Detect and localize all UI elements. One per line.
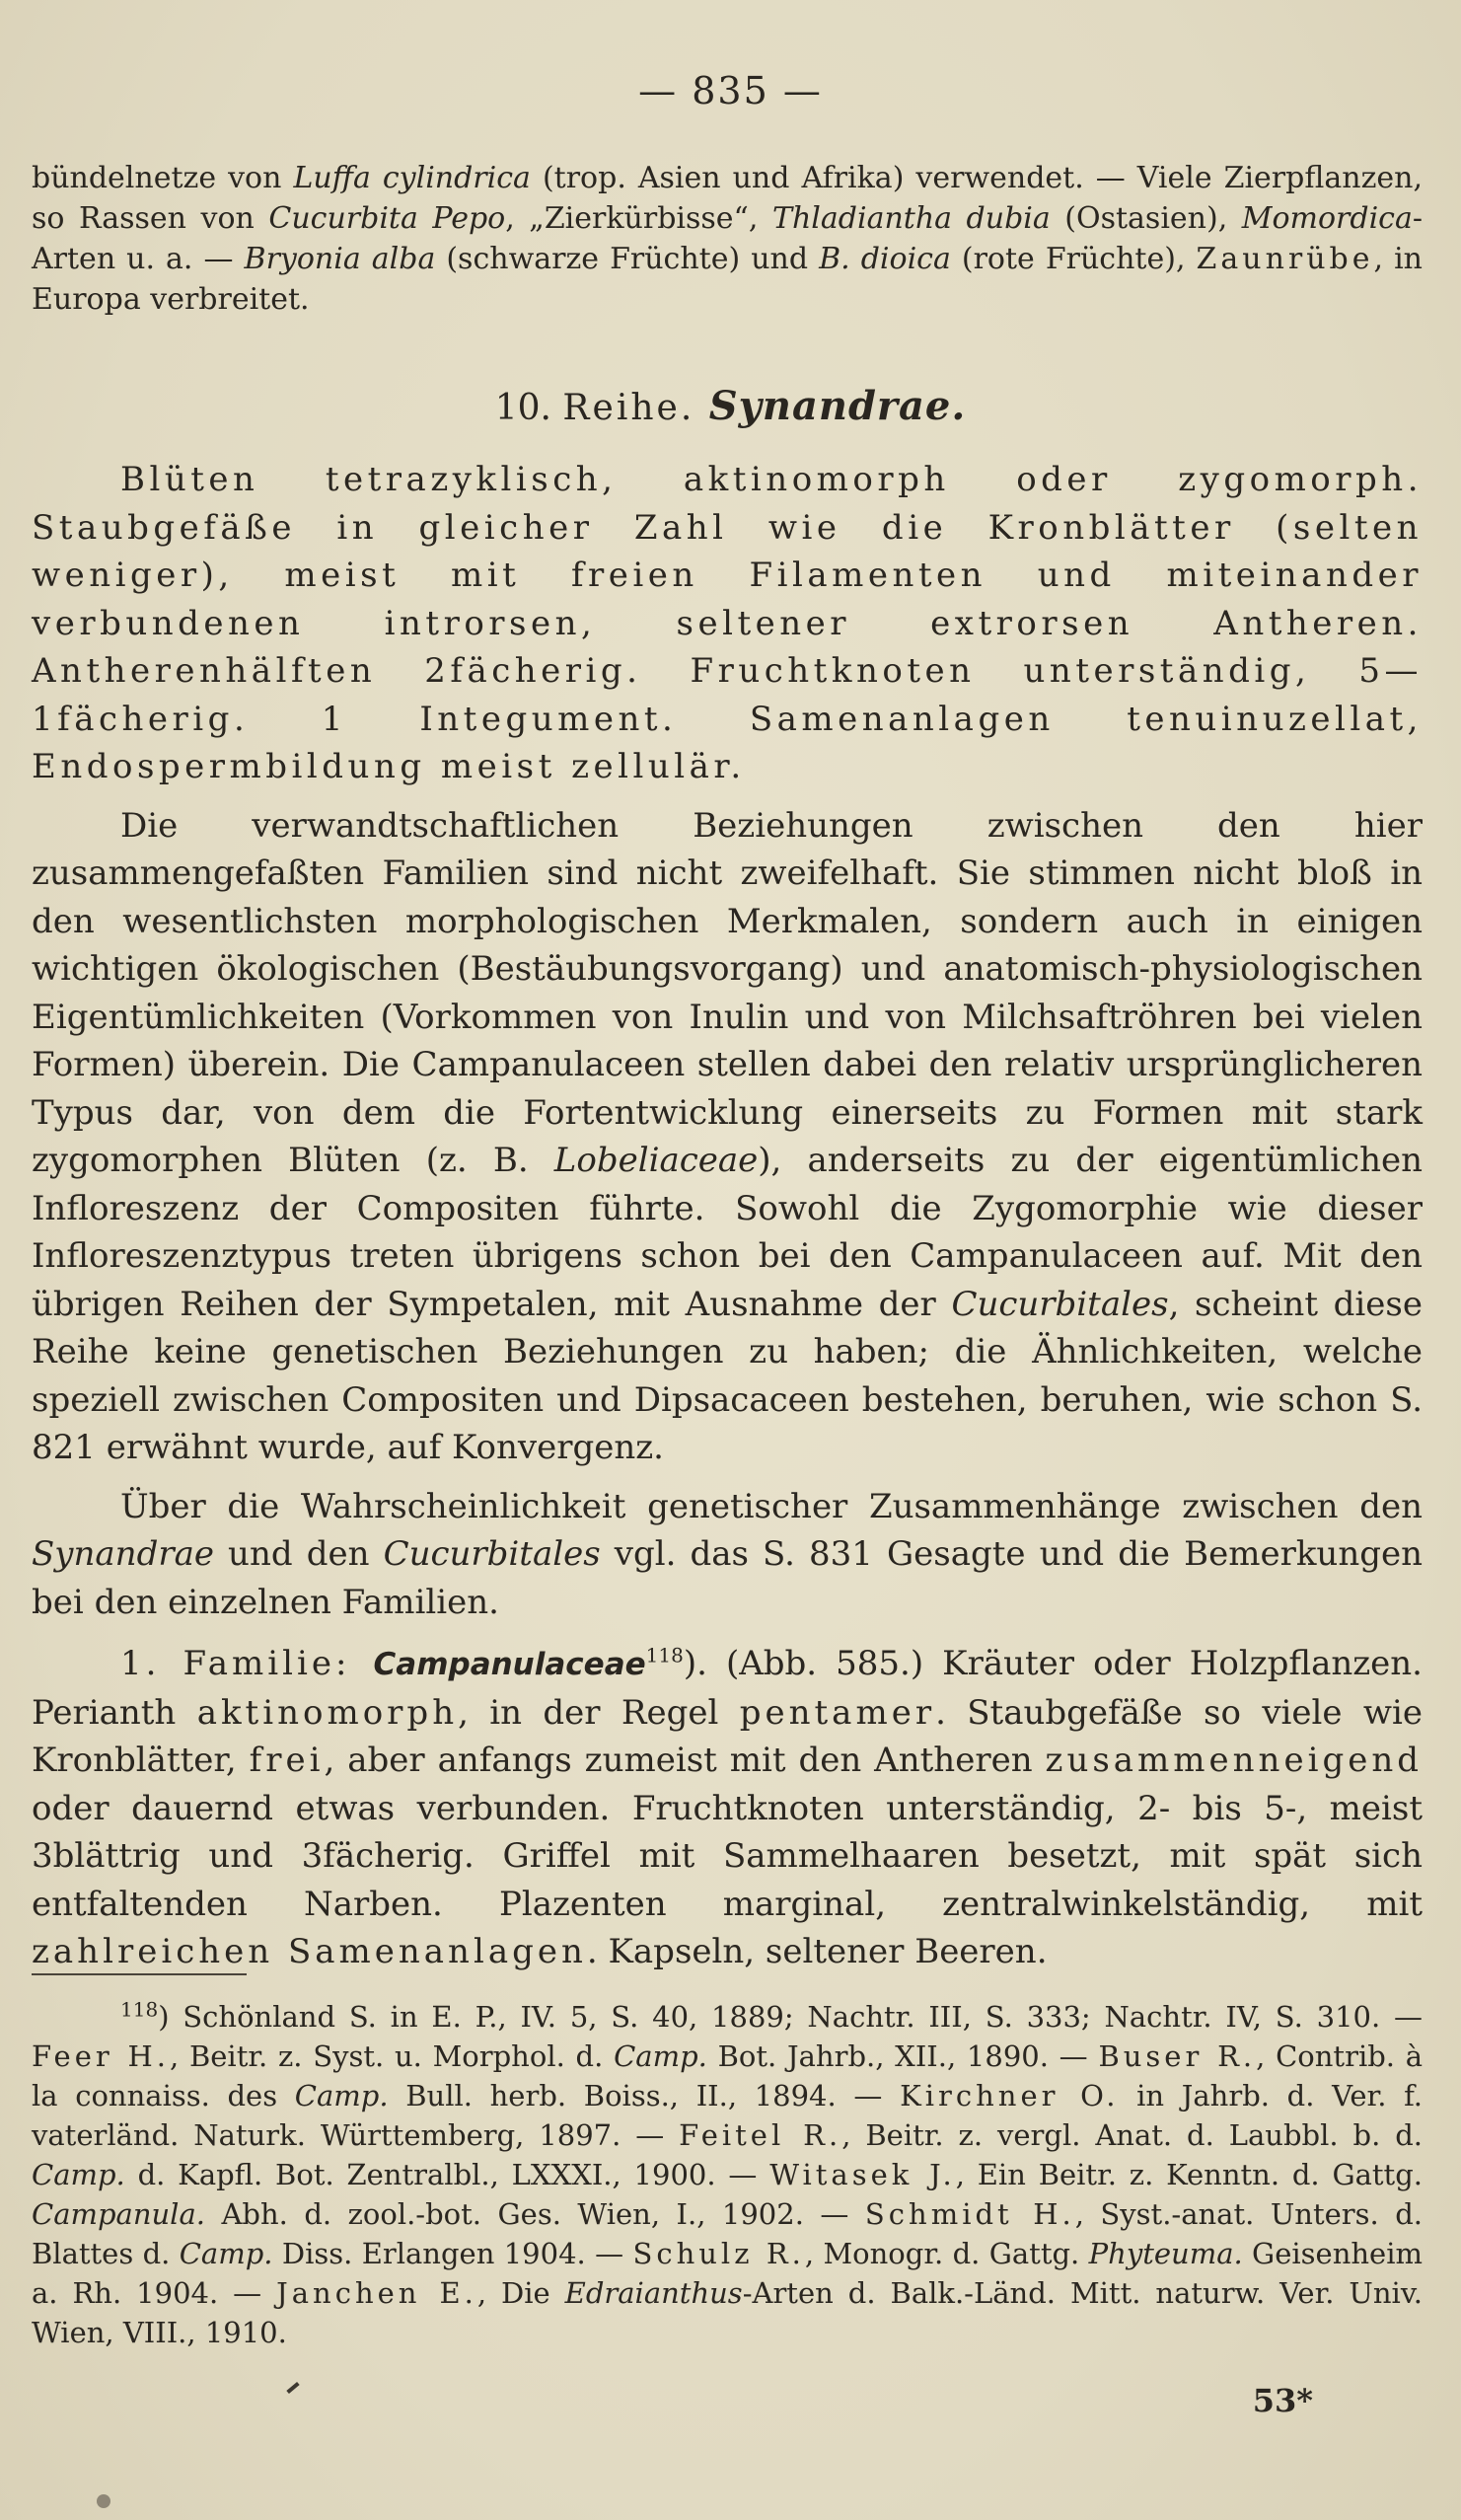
text-run: vgl. das S. 831 Gesagte und die Bemerkungen bei den einzelnen Familien. (32, 1534, 1423, 1622)
paragraph-genetics (32, 1483, 1423, 1627)
text-run: . Staubgefäße so viele wie Kronblätter, (32, 1692, 1423, 1780)
text-run: (Ostasien), (1050, 201, 1242, 236)
taxon-name: Phyteuma. (1088, 2237, 1243, 2270)
text-run: ). (Abb. 585.) Kräuter oder Holzpflanzen. Perianth (32, 1644, 1423, 1733)
text-run: Bull. herb. Boiss., II., 1894. — (388, 2079, 901, 2112)
section-label: Reihe. (562, 388, 709, 428)
text-run: bündelnetze von (32, 161, 294, 195)
text-run: , aber anfangs zumeist mit den Antheren (324, 1741, 1046, 1780)
footnote-divider (32, 1973, 247, 1975)
taxon-name: Camp. (179, 2237, 273, 2270)
text-run: Geisenheim a. Rh. 1904. — (32, 2237, 1423, 2310)
text-run: ), anderseits zu der eigentümlichen Infloreszenz der Compositen führte. Sowohl die Zygomorphie wie dieser Infloreszenztypus treten übrigens schon bei den Campanulaceen auf. Mit den übrigen Reihen der Sympetalen, mit Ausnahme der (32, 1141, 1423, 1324)
author: Feitel R. (679, 2118, 842, 2152)
text-run: . Kapseln, seltener Beeren. (586, 1932, 1048, 1971)
ink-mark (286, 2382, 299, 2394)
taxon-name: Thladiantha dubia (771, 201, 1051, 236)
page-number: — 835 — (638, 69, 823, 112)
family-label: 1. Familie: (120, 1644, 374, 1683)
footnote-ref[interactable]: 118 (645, 1643, 684, 1668)
author: Schmidt H. (864, 2197, 1075, 2231)
paragraph-characteristics: Blüten tetrazyklisch, aktinomorph oder zygomorph. Staubgefäße in gleicher Zahl wie die Kronblätter (selten weniger), meist mit freien Filamenten und miteinander verbundenen introrsen, seltener extrorsen Antheren. Antherenhälften 2fächerig. Fruchtknoten unterständig, 5—1fächerig. 1 Integument. Samenanlagen tenuinuzellat, Endospermbildung meist zellulär. (32, 460, 1423, 786)
taxon-name: Cucurbitales (951, 1284, 1169, 1324)
intro-text (32, 158, 1423, 320)
text-run: -Arten d. Balk.-Länd. Mitt. naturw. Ver. Univ. Wien, VIII., 1910. (32, 2276, 1423, 2349)
section-heading (0, 383, 1461, 429)
taxon-name: Cucurbita Pepo (268, 201, 506, 236)
main-text (32, 456, 1423, 1987)
author: Kirchner O. (900, 2079, 1120, 2112)
text-run: oder dauernd etwas verbunden. Fruchtknoten unterständig, 2- bis 5-, meist 3blättrig und 3fächerig. Griffel mit Sammelhaaren besetzt, mit spät sich entfaltenden Narben. Plazenten marginal, zentralwinkelständig, mit (32, 1788, 1423, 1924)
text-run: , scheint diese Reihe keine genetischen Beziehungen zu haben; die Ähnlichkeiten, welche speziell zwischen Compositen und Dipsacaceen bestehen, beruhen, wie schon S. 821 erwähnt wurde, auf Konvergenz. (32, 1284, 1423, 1467)
text-run: , Monogr. d. Gattg. (804, 2237, 1089, 2270)
paragraph-relationships (32, 802, 1423, 1472)
taxon-name: Cucurbitales (383, 1534, 601, 1574)
text-run: , in der Regel (458, 1692, 740, 1733)
text-run: , Beitr. z. vergl. Anat. d. Laubbl. b. d. (841, 2118, 1423, 2152)
taxon-name: Synandrae (32, 1534, 214, 1574)
text-run: (rote Früchte), (950, 242, 1197, 276)
text-run: Die verwandtschaftlichen Beziehungen zwischen den hier zusammengefaßten Familien sind nicht zweifelhaft. Sie stimmen nicht bloß in den wesentlichsten morphologischen Merkmalen, sondern auch in einigen wichtigen ökologischen (Bestäubungsvorgang) und anatomisch-physiologischen Eigentümlichkeiten (Vorkommen von Inulin und von Milchsaftröhren bei vielen Formen) überein. Die Campanulaceen stellen dabei den relativ ursprünglicheren Typus dar, von dem die Fortentwicklung einerseits zu Formen mit stark zygomorphen Blüten (z. B. (32, 805, 1423, 1180)
text-run: (schwarze Früchte) und (435, 242, 820, 276)
text-run: (trop. Asien und Afrika) verwendet. — Viele Zierpflanzen, so Rassen von (32, 161, 1423, 236)
text-run: in Jahrb. d. Ver. f. vaterländ. Naturk. Württemberg, 1897. — (32, 2079, 1424, 2152)
paragraph-family (32, 1640, 1423, 1976)
taxon-name: Camp. (614, 2039, 707, 2073)
text-run: Über die Wahrscheinlichkeit genetischer Zusammenhänge zwischen den (120, 1486, 1423, 1526)
emphasis: frei (249, 1741, 325, 1780)
text-run: , Contrib. à la connaiss. des (32, 2039, 1424, 2112)
family-name: Campanulaceae (373, 1647, 646, 1682)
taxon-name: B. dioica (819, 242, 951, 276)
taxon-name: Camp. (32, 2158, 125, 2191)
author: Buser R. (1098, 2039, 1257, 2073)
author: Witasek J. (769, 2158, 956, 2191)
text-run: ) Schönland S. in E. P., IV. 5, S. 40, 1889; Nachtr. III, S. 333; Nachtr. IV, S. 310. — (158, 2000, 1423, 2034)
text-run: und den (213, 1534, 384, 1574)
emphasis: zusammenneigend (1045, 1741, 1423, 1780)
taxon-name: Lobeliaceae (553, 1141, 759, 1180)
text-run: , in Europa verbreitet. (32, 242, 1423, 317)
author: Feer H. (32, 2039, 170, 2073)
taxon-name: Momordica (1241, 201, 1413, 236)
text-run: Diss. Erlangen 1904. — (272, 2237, 633, 2270)
text-run: , Ein Beitr. z. Kenntn. d. Gattg. (955, 2158, 1423, 2191)
emphasis: aktinomorph (196, 1692, 459, 1733)
emphasis: zahlreichen Samenanlagen (32, 1932, 587, 1971)
emphasis: pentamer (739, 1692, 936, 1733)
ink-dot (97, 2494, 110, 2508)
taxon-name: Bryonia alba (244, 242, 436, 276)
text-run: , Die (476, 2276, 565, 2310)
text-run: Bot. Jahrb., XII., 1890. — (706, 2039, 1099, 2073)
text-run: , Syst.-anat. Unters. d. Blattes d. (32, 2197, 1423, 2270)
section-name: Synandrae. (708, 383, 967, 429)
footnote (32, 1997, 1423, 2352)
footnote-text (32, 1997, 1423, 2352)
section-number: 10. (494, 388, 563, 428)
common-name: Zaunrübe (1196, 242, 1374, 276)
footnote-number: 118 (120, 1997, 159, 2022)
text-run: Abh. d. zool.-bot. Ges. Wien, I., 1902. — (204, 2197, 865, 2231)
author: Schulz R. (632, 2237, 805, 2270)
taxon-name: Luffa cylindrica (293, 161, 531, 195)
text-run: , „Zierkürbisse“, (505, 201, 772, 236)
taxon-name: Edraianthus (564, 2276, 743, 2310)
text-run: -Arten u. a. — (32, 201, 1424, 276)
text-run: d. Kapfl. Bot. Zentralbl., LXXXI., 1900. — (124, 2158, 770, 2191)
text-run: , Beitr. z. Syst. u. Morphol. d. (169, 2039, 615, 2073)
author: Janchen E. (276, 2276, 477, 2310)
taxon-name: Camp. (294, 2079, 389, 2112)
taxon-name: Campanula. (32, 2197, 205, 2231)
intro-paragraph (32, 158, 1423, 320)
signature-mark: 53* (1252, 2382, 1313, 2419)
